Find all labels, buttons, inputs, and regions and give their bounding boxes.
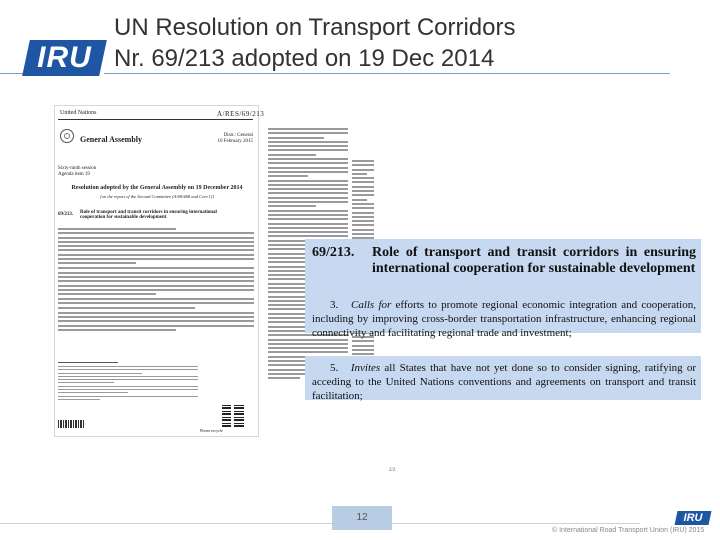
- header-divider: [58, 119, 253, 120]
- footer-iru-logo: [675, 511, 712, 525]
- highlight-paragraph-5: [312, 361, 696, 403]
- para5-number: 5.: [330, 362, 339, 374]
- para3-number: 3.: [330, 299, 339, 311]
- page1-body-text: [58, 228, 254, 333]
- barcode-icon: [58, 420, 84, 428]
- para5-verb: Invites: [350, 362, 381, 374]
- footnote-divider: [58, 362, 118, 363]
- logo-text: IRU: [37, 41, 92, 74]
- page2-number: 2/2: [389, 468, 396, 473]
- page-number: 12: [356, 512, 368, 523]
- page1-footnotes: [58, 366, 198, 402]
- resolution-number: 69/213.: [58, 212, 74, 217]
- recycle-label: Please recycle: [200, 428, 223, 433]
- resolution-subheading: [on the report of the Second Committee (A/69/468 and Corr.1)]: [99, 194, 215, 199]
- iru-logo: [22, 40, 107, 76]
- para5-text: all States that have not yet done so to consider signing, ratifying or acceding to the United Nations conventions and agreements on transport and transit facilitation;: [312, 362, 696, 402]
- un-header: United Nations: [60, 110, 97, 116]
- general-assembly-title: General Assembly: [80, 135, 142, 144]
- slide-title: [114, 12, 516, 74]
- highlight-resolution-text: Role of transport and transit corridors in ensuring international cooperation for sustainable development: [372, 245, 696, 276]
- un-emblem-icon: [60, 129, 74, 143]
- distribution-date: 10 February 2015: [217, 139, 253, 144]
- session-line-2: Agenda item 19: [58, 172, 90, 177]
- distribution: Distr.: General: [223, 133, 253, 138]
- distribution-info: [215, 133, 253, 145]
- document-symbol: A/RES/69/213: [217, 110, 265, 118]
- title-line-2: Nr. 69/213 adopted on 19 Dec 2014: [114, 45, 495, 72]
- resolution-heading: Resolution adopted by the General Assembly on 19 December 2014: [71, 185, 243, 191]
- para3-text: efforts to promote regional economic integration and cooperation, including by improving cross-border transportation infrastructure, enhancing regional connectivity and facilitating regional trade and investment;: [312, 299, 696, 339]
- session-line-1: Sixty-ninth session: [58, 166, 97, 171]
- session-info: [58, 166, 96, 178]
- title-line-1: UN Resolution on Transport Corridors: [114, 14, 516, 41]
- footer-logo-text: IRU: [683, 512, 703, 524]
- footer-rule: [0, 523, 640, 524]
- para3-verb: Calls for: [350, 299, 392, 311]
- highlight-resolution-number: 69/213.: [312, 245, 355, 260]
- highlight-resolution-title: [312, 245, 696, 277]
- page-number-tab: [332, 506, 392, 530]
- resolution-title-small: Role of transport and transit corridors in ensuring international cooperation for sustainable development: [80, 210, 217, 220]
- copyright-text: © International Road Transport Union (IRU) 2015: [552, 527, 705, 534]
- qr-code-icon: [222, 405, 244, 427]
- highlight-paragraph-3: [312, 298, 696, 340]
